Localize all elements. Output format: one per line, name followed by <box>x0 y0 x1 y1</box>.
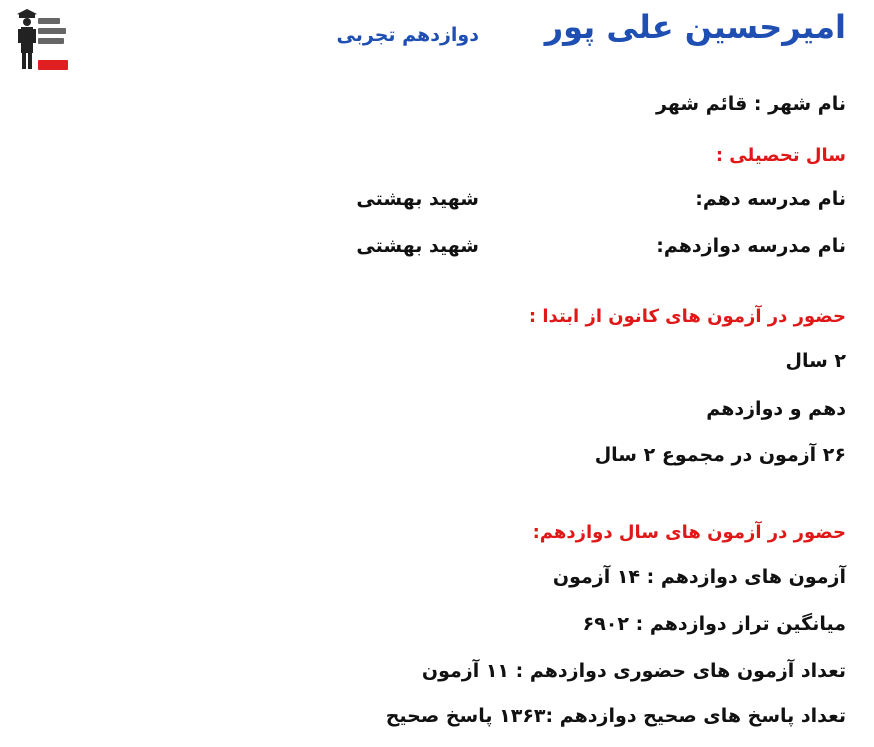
logo-text-lines <box>38 18 68 48</box>
school-10-value: شهید بهشتی <box>356 188 479 210</box>
logo-red-badge <box>38 60 68 70</box>
kanoon-logo-icon <box>16 8 68 72</box>
grade12-exam-count: آزمون های دوازدهم : ۱۴ آزمون <box>552 566 846 588</box>
city-line: نام شهر : قائم شهر <box>656 93 846 115</box>
graduate-figure-icon <box>16 8 38 70</box>
school-10-label: نام مدرسه دهم: <box>695 188 846 210</box>
kanoon-history-heading: حضور در آزمون های کانون از ابتدا : <box>528 306 846 327</box>
grade12-in-person-exams: تعداد آزمون های حضوری دوازدهم : ۱۱ آزمون <box>421 660 846 682</box>
kanoon-years: ۲ سال <box>785 350 846 372</box>
grade12-correct-answers: تعداد پاسخ های صحیح دوازدهم :۱۳۶۳ پاسخ صحیح <box>385 705 846 727</box>
kanoon-total-exams: ۲۶ آزمون در مجموع ۲ سال <box>594 444 846 466</box>
student-grade: دوازدهم تجربی <box>336 24 479 46</box>
grade12-heading: حضور در آزمون های سال دوازدهم: <box>532 522 846 543</box>
grade12-average-taraz: میانگین تراز دوازدهم : ۶۹۰۲ <box>582 613 846 635</box>
school-12-value: شهید بهشتی <box>356 235 479 257</box>
academic-year-label: سال تحصیلی : <box>715 145 846 166</box>
school-12-label: نام مدرسه دوازدهم: <box>656 235 846 257</box>
student-name: امیرحسین علی پور <box>544 8 846 46</box>
kanoon-grades: دهم و دوازدهم <box>706 398 846 420</box>
